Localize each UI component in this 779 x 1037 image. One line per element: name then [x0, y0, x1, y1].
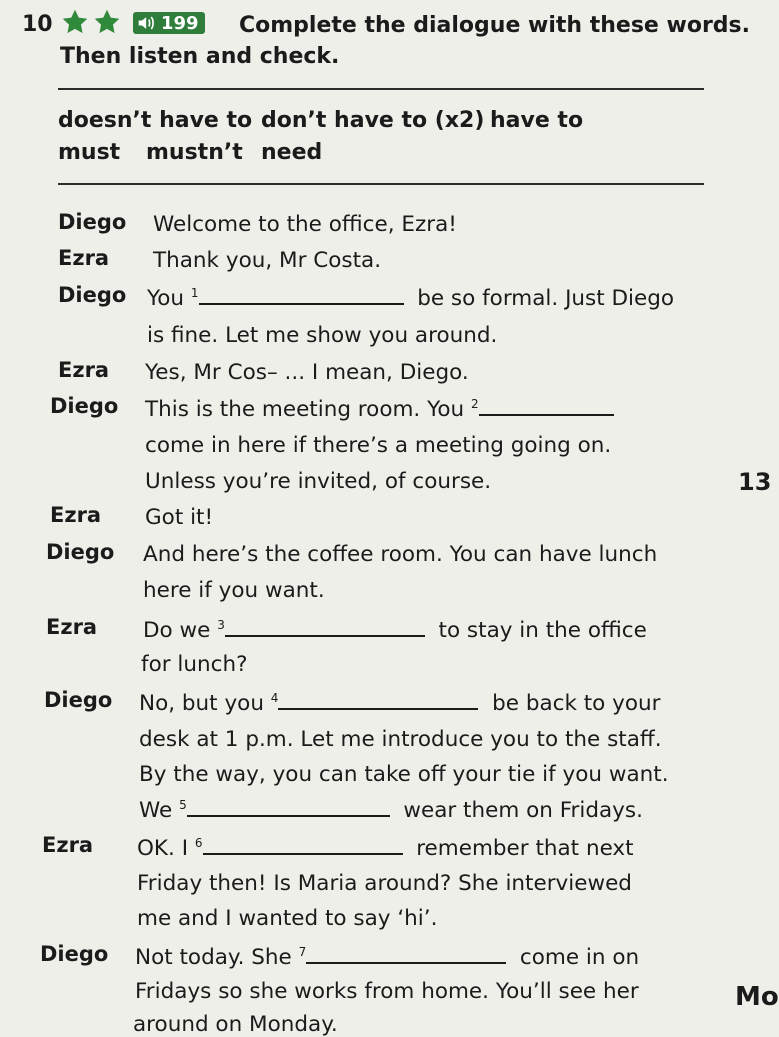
- dialogue-line: Fridays so she works from home. You’ll see her: [135, 979, 639, 1004]
- dialogue-line: is fine. Let me show you around.: [147, 323, 498, 348]
- speaker-name: Ezra: [42, 833, 94, 857]
- dialogue-line: me and I wanted to say ‘hi’.: [137, 906, 438, 931]
- gap-line: [145, 396, 614, 422]
- exercise-number: 10: [22, 12, 53, 37]
- dialogue-line: come in here if there’s a meeting going on.: [145, 433, 612, 458]
- speaker-name: Ezra: [50, 503, 102, 527]
- page-number: 13: [738, 468, 772, 496]
- gap-line: [135, 944, 639, 970]
- answer-blank-4[interactable]: [278, 690, 478, 710]
- gap-suffix: to stay in the office: [438, 618, 647, 643]
- speaker-name: Diego: [44, 688, 113, 712]
- dialogue-line: By the way, you can take off your tie if you want.: [139, 762, 669, 787]
- gap-number: 1: [190, 285, 199, 300]
- gap-prefix: OK. I: [137, 836, 189, 861]
- instruction-line-2: Then listen and check.: [60, 44, 340, 69]
- answer-blank-6[interactable]: [203, 835, 403, 855]
- gap-line: [147, 285, 674, 311]
- dialogue-line: for lunch?: [141, 652, 248, 677]
- star-icon: [92, 8, 122, 36]
- gap-prefix: This is the meeting room. You: [145, 397, 465, 422]
- word-option: need: [261, 140, 323, 165]
- gap-line: [139, 797, 643, 823]
- dialogue-line: Welcome to the office, Ezra!: [153, 212, 457, 237]
- gap-line: [139, 690, 661, 716]
- dialogue-line: around on Monday.: [133, 1012, 338, 1037]
- speaker-icon: [137, 14, 157, 32]
- gap-number: 4: [270, 690, 279, 705]
- gap-prefix: You: [147, 286, 185, 311]
- word-option: mustn’t: [146, 140, 243, 165]
- gap-number: 7: [298, 944, 307, 959]
- audio-track-badge[interactable]: [133, 12, 205, 34]
- star-icon: [60, 8, 90, 36]
- answer-blank-5[interactable]: [187, 797, 390, 817]
- word-option: doesn’t have to: [58, 108, 253, 133]
- word-box-bottom-rule: [58, 183, 704, 185]
- audio-track-number: 199: [161, 12, 199, 34]
- gap-suffix: wear them on Fridays.: [403, 798, 643, 823]
- answer-blank-2[interactable]: [479, 396, 614, 416]
- gap-suffix: be so formal. Just Diego: [417, 286, 675, 311]
- speaker-name: Ezra: [58, 246, 110, 270]
- speaker-name: Ezra: [46, 615, 98, 639]
- gap-prefix: Do we: [143, 618, 211, 643]
- gap-suffix: come in on: [519, 945, 640, 970]
- difficulty-stars: [60, 8, 122, 36]
- gap-prefix: We: [139, 798, 173, 823]
- dialogue-line: Yes, Mr Cos– ... I mean, Diego.: [145, 360, 469, 385]
- gap-suffix: remember that next: [416, 836, 634, 861]
- gap-line: [137, 835, 634, 861]
- gap-prefix: No, but you: [139, 691, 264, 716]
- answer-blank-1[interactable]: [199, 285, 404, 305]
- speaker-name: Diego: [50, 394, 119, 418]
- word-box-top-rule: [58, 88, 704, 90]
- gap-suffix: be back to your: [492, 691, 661, 716]
- gap-prefix: Not today. She: [135, 945, 292, 970]
- speaker-name: Diego: [46, 540, 115, 564]
- dialogue-line: desk at 1 p.m. Let me introduce you to the staff.: [139, 727, 662, 752]
- dialogue-line: And here’s the coffee room. You can have lunch: [143, 542, 658, 567]
- word-option: have to: [490, 108, 584, 133]
- word-option: must: [58, 140, 121, 165]
- instruction-line-1: Complete the dialogue with these words.: [239, 13, 750, 38]
- dialogue-line: Unless you’re invited, of course.: [145, 469, 492, 494]
- speaker-name: Diego: [58, 283, 127, 307]
- dialogue-line: Thank you, Mr Costa.: [153, 248, 382, 273]
- answer-blank-3[interactable]: [225, 617, 425, 637]
- speaker-name: Diego: [58, 210, 127, 234]
- gap-number: 3: [217, 617, 225, 632]
- gap-line: [143, 617, 647, 643]
- gap-number: 2: [471, 396, 479, 411]
- word-option: don’t have to (x2): [261, 108, 485, 133]
- answer-blank-7[interactable]: [306, 944, 506, 964]
- margin-cut-text: Mo: [735, 982, 779, 1012]
- dialogue-line: here if you want.: [143, 578, 325, 603]
- gap-number: 5: [179, 797, 187, 812]
- dialogue-line: Got it!: [145, 505, 214, 530]
- speaker-name: Ezra: [58, 358, 110, 382]
- speaker-name: Diego: [40, 942, 109, 966]
- dialogue-line: Friday then! Is Maria around? She interviewed: [137, 871, 632, 896]
- gap-number: 6: [194, 835, 203, 850]
